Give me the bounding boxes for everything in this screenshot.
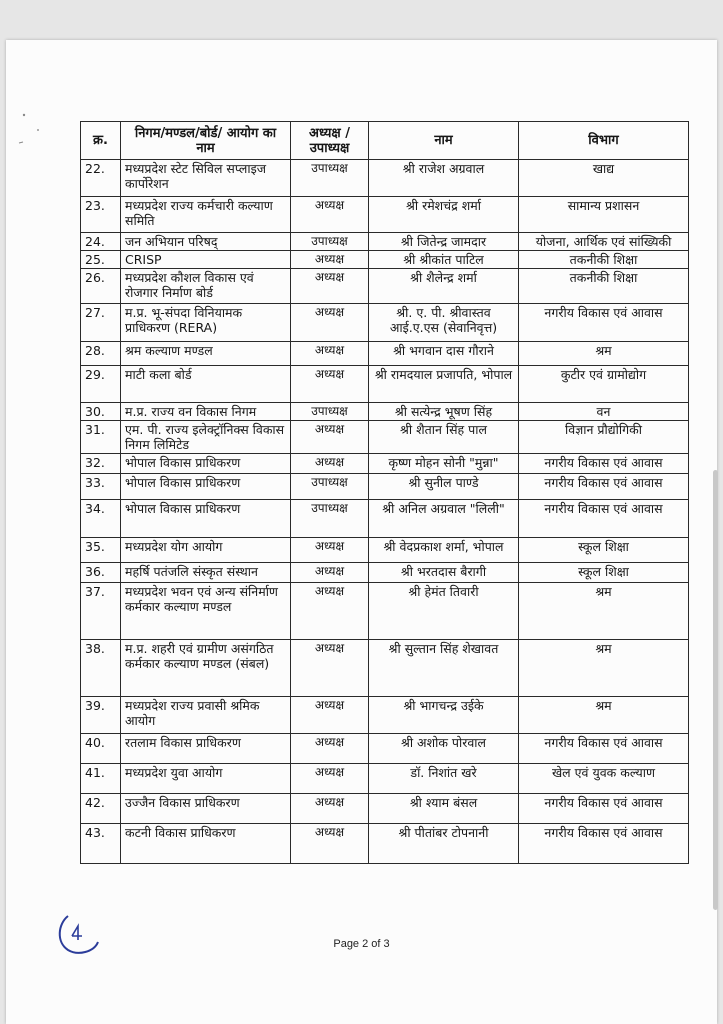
cell-organization: माटी कला बोर्ड	[121, 366, 291, 403]
cell-department: नगरीय विकास एवं आवास	[519, 304, 689, 342]
cell-serial: 38.	[81, 640, 121, 697]
cell-name: श्री शैलेन्द्र शर्मा	[369, 269, 519, 304]
cell-organization: मध्यप्रदेश युवा आयोग	[121, 764, 291, 794]
cell-organization: एम. पी. राज्य इलेक्ट्रॉनिक्स विकास निगम लिमिटेड	[121, 421, 291, 454]
cell-organization: रतलाम विकास प्राधिकरण	[121, 734, 291, 764]
cell-name: श्री श्रीकांत पाटिल	[369, 251, 519, 269]
cell-organization: मध्यप्रदेश स्टेट सिविल सप्लाइज कार्पोरेशन	[121, 160, 291, 197]
cell-name: श्री. ए. पी. श्रीवास्तव आई.ए.एस (सेवानिवृत्त)	[369, 304, 519, 342]
cell-position: अध्यक्ष	[291, 794, 369, 824]
table-row	[81, 269, 689, 304]
cell-serial: 31.	[81, 421, 121, 454]
header-serial: क्र.	[81, 122, 121, 160]
cell-serial: 28.	[81, 342, 121, 366]
cell-position: अध्यक्ष	[291, 421, 369, 454]
cell-position: अध्यक्ष	[291, 251, 369, 269]
cell-name: श्री भगवान दास गौराने	[369, 342, 519, 366]
cell-department: योजना, आर्थिक एवं सांख्यिकी	[519, 233, 689, 251]
table-row	[81, 824, 689, 864]
table-row	[81, 563, 689, 583]
cell-name: श्री हेमंत तिवारी	[369, 583, 519, 640]
cell-position: अध्यक्ष	[291, 269, 369, 304]
cell-organization: मध्यप्रदेश भवन एवं अन्य संनिर्माण कर्मकार कल्याण मण्डल	[121, 583, 291, 640]
cell-serial: 25.	[81, 251, 121, 269]
table-row	[81, 640, 689, 697]
cell-department: नगरीय विकास एवं आवास	[519, 474, 689, 500]
cell-department: नगरीय विकास एवं आवास	[519, 734, 689, 764]
document-page	[6, 40, 717, 1024]
cell-department: तकनीकी शिक्षा	[519, 269, 689, 304]
cell-name: श्री सत्येन्द्र भूषण सिंह	[369, 403, 519, 421]
table-row	[81, 583, 689, 640]
cell-serial: 41.	[81, 764, 121, 794]
cell-organization: महर्षि पतंजलि संस्कृत संस्थान	[121, 563, 291, 583]
cell-name: श्री जितेन्द्र जामदार	[369, 233, 519, 251]
cell-department: स्कूल शिक्षा	[519, 563, 689, 583]
table-row	[81, 734, 689, 764]
cell-organization: जन अभियान परिषद्	[121, 233, 291, 251]
cell-position: उपाध्यक्ष	[291, 160, 369, 197]
cell-department: वन	[519, 403, 689, 421]
table-row	[81, 538, 689, 563]
cell-organization: उज्जैन विकास प्राधिकरण	[121, 794, 291, 824]
table-row	[81, 764, 689, 794]
cell-department: स्कूल शिक्षा	[519, 538, 689, 563]
cell-organization: म.प्र. राज्य वन विकास निगम	[121, 403, 291, 421]
cell-name: श्री राजेश अग्रवाल	[369, 160, 519, 197]
cell-department: श्रम	[519, 583, 689, 640]
cell-serial: 22.	[81, 160, 121, 197]
cell-serial: 27.	[81, 304, 121, 342]
cell-serial: 32.	[81, 454, 121, 474]
cell-serial: 30.	[81, 403, 121, 421]
cell-position: अध्यक्ष	[291, 538, 369, 563]
scrollbar[interactable]	[713, 470, 718, 910]
table-row	[81, 794, 689, 824]
table-header-row	[81, 122, 689, 160]
cell-serial: 29.	[81, 366, 121, 403]
cell-organization: CRISP	[121, 251, 291, 269]
cell-name: श्री रामदयाल प्रजापति, भोपाल	[369, 366, 519, 403]
cell-position: अध्यक्ष	[291, 824, 369, 864]
cell-serial: 42.	[81, 794, 121, 824]
table-row	[81, 304, 689, 342]
cell-name: श्री सुनील पाण्डे	[369, 474, 519, 500]
table-row	[81, 251, 689, 269]
cell-department: सामान्य प्रशासन	[519, 197, 689, 233]
cell-name: श्री श्याम बंसल	[369, 794, 519, 824]
cell-serial: 26.	[81, 269, 121, 304]
cell-organization: मध्यप्रदेश योग आयोग	[121, 538, 291, 563]
cell-organization: श्रम कल्याण मण्डल	[121, 342, 291, 366]
table-row	[81, 197, 689, 233]
cell-department: श्रम	[519, 697, 689, 734]
cell-department: नगरीय विकास एवं आवास	[519, 794, 689, 824]
cell-position: अध्यक्ष	[291, 304, 369, 342]
cell-serial: 33.	[81, 474, 121, 500]
cell-organization: मध्यप्रदेश राज्य प्रवासी श्रमिक आयोग	[121, 697, 291, 734]
table-row	[81, 421, 689, 454]
cell-department: नगरीय विकास एवं आवास	[519, 454, 689, 474]
table-row	[81, 500, 689, 538]
cell-name: श्री शैतान सिंह पाल	[369, 421, 519, 454]
cell-organization: भोपाल विकास प्राधिकरण	[121, 474, 291, 500]
cell-name: श्री अशोक पोरवाल	[369, 734, 519, 764]
cell-department: श्रम	[519, 640, 689, 697]
cell-serial: 23.	[81, 197, 121, 233]
cell-position: अध्यक्ष	[291, 764, 369, 794]
page-number: Page 2 of 3	[333, 938, 390, 950]
cell-position: अध्यक्ष	[291, 734, 369, 764]
cell-position: उपाध्यक्ष	[291, 403, 369, 421]
cell-organization: भोपाल विकास प्राधिकरण	[121, 500, 291, 538]
cell-position: उपाध्यक्ष	[291, 474, 369, 500]
cell-name: श्री भागचन्द्र उईके	[369, 697, 519, 734]
cell-serial: 39.	[81, 697, 121, 734]
cell-name: श्री पीतांबर टोपनानी	[369, 824, 519, 864]
cell-position: अध्यक्ष	[291, 342, 369, 366]
table-row	[81, 160, 689, 197]
header-organization: निगम/मण्डल/बोर्ड/ आयोग का नाम	[121, 122, 291, 160]
cell-department: नगरीय विकास एवं आवास	[519, 824, 689, 864]
cell-department: श्रम	[519, 342, 689, 366]
cell-name: श्री अनिल अग्रवाल "लिली"	[369, 500, 519, 538]
cell-name: श्री सुल्तान सिंह शेखावत	[369, 640, 519, 697]
cell-name: डॉ. निशांत खरे	[369, 764, 519, 794]
table-row	[81, 474, 689, 500]
table-row	[81, 403, 689, 421]
cell-position: उपाध्यक्ष	[291, 500, 369, 538]
cell-organization: भोपाल विकास प्राधिकरण	[121, 454, 291, 474]
cell-department: तकनीकी शिक्षा	[519, 251, 689, 269]
table-row	[81, 454, 689, 474]
cell-position: अध्यक्ष	[291, 583, 369, 640]
cell-position: अध्यक्ष	[291, 563, 369, 583]
appointments-table	[80, 121, 689, 864]
header-position: अध्यक्ष / उपाध्यक्ष	[291, 122, 369, 160]
cell-position: अध्यक्ष	[291, 454, 369, 474]
cell-serial: 24.	[81, 233, 121, 251]
table-row	[81, 342, 689, 366]
cell-organization: म.प्र. शहरी एवं ग्रामीण असंगठित कर्मकार कल्याण मण्डल (संबल)	[121, 640, 291, 697]
cell-serial: 43.	[81, 824, 121, 864]
pen-marks	[16, 95, 56, 155]
cell-name: श्री भरतदास बैरागी	[369, 563, 519, 583]
cell-department: खेल एवं युवक कल्याण	[519, 764, 689, 794]
cell-department: विज्ञान प्रौद्योगिकी	[519, 421, 689, 454]
handwritten-mark	[54, 908, 104, 958]
cell-serial: 36.	[81, 563, 121, 583]
cell-organization: मध्यप्रदेश कौशल विकास एवं रोजगार निर्माण बोर्ड	[121, 269, 291, 304]
cell-serial: 40.	[81, 734, 121, 764]
cell-position: अध्यक्ष	[291, 697, 369, 734]
cell-name: कृष्ण मोहन सोनी "मुन्ना"	[369, 454, 519, 474]
header-department: विभाग	[519, 122, 689, 160]
table-row	[81, 697, 689, 734]
cell-serial: 34.	[81, 500, 121, 538]
cell-name: श्री वेदप्रकाश शर्मा, भोपाल	[369, 538, 519, 563]
cell-organization: मध्यप्रदेश राज्य कर्मचारी कल्याण समिति	[121, 197, 291, 233]
cell-position: अध्यक्ष	[291, 366, 369, 403]
cell-position: अध्यक्ष	[291, 640, 369, 697]
cell-organization: म.प्र. भू-संपदा विनियामक प्राधिकरण (RERA)	[121, 304, 291, 342]
cell-name: श्री रमेशचंद्र शर्मा	[369, 197, 519, 233]
table-row	[81, 366, 689, 403]
cell-organization: कटनी विकास प्राधिकरण	[121, 824, 291, 864]
cell-serial: 37.	[81, 583, 121, 640]
cell-position: उपाध्यक्ष	[291, 233, 369, 251]
cell-position: अध्यक्ष	[291, 197, 369, 233]
table-row	[81, 233, 689, 251]
cell-department: कुटीर एवं ग्रामोद्योग	[519, 366, 689, 403]
cell-department: खाद्य	[519, 160, 689, 197]
cell-department: नगरीय विकास एवं आवास	[519, 500, 689, 538]
header-name: नाम	[369, 122, 519, 160]
cell-serial: 35.	[81, 538, 121, 563]
